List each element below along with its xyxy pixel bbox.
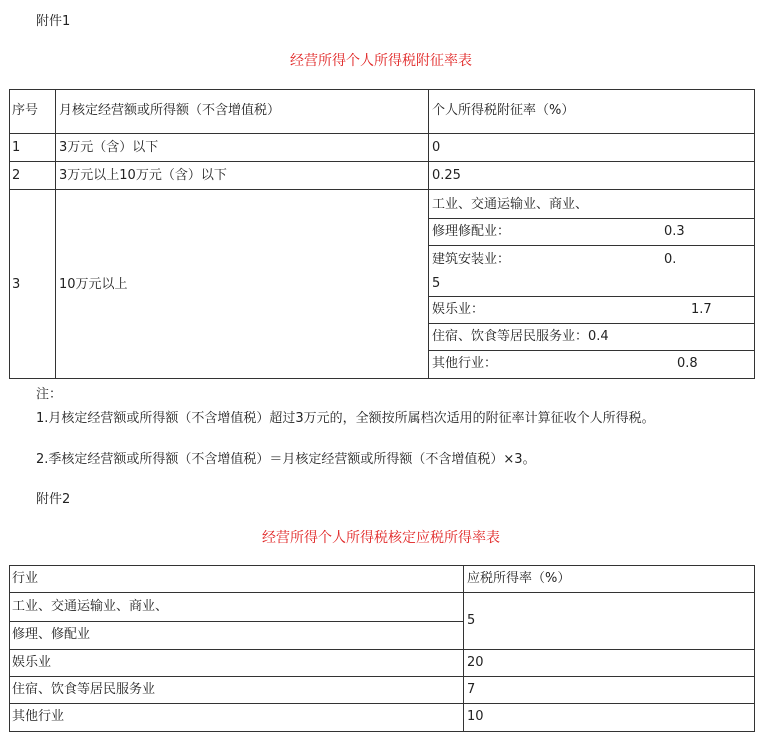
header-seq: 序号 (12, 103, 39, 118)
note-1: 1.月核定经营额或所得额（不含增值税）超过3万元的，全额按所属档次适用的附征率计算征收个人所得税。 (36, 411, 655, 426)
attachment2-title: 经营所得个人所得税核定应税所得率表 (262, 530, 500, 546)
row3-rate-entertainment-value: 1.7 (691, 302, 712, 317)
t2-row5-rate: 10 (467, 709, 484, 724)
t2-row5-industry: 其他行业 (12, 709, 65, 724)
row3-rate-repair-value: 0.3 (664, 224, 685, 239)
t2-row1-rate: 5 (467, 613, 476, 628)
attachment2-label: 附件2 (36, 492, 71, 507)
row3-rate-repair-label: 修理修配业： (432, 224, 511, 239)
row2-no: 2 (12, 168, 21, 183)
row1-no: 1 (12, 140, 21, 155)
row3-rate-other-value: 0.8 (677, 356, 698, 371)
row1-rate: 0 (432, 140, 441, 155)
attachment1-label: 附件1 (36, 14, 71, 29)
row3-rate-construction-value-cont: 5 (432, 276, 441, 291)
t2-row4-rate: 7 (467, 682, 476, 697)
row3-range: 10万元以上 (59, 277, 128, 292)
row3-rate-industry-1: 工业、交通运输业、商业、 (432, 197, 589, 212)
t2-row4-industry: 住宿、饮食等居民服务业 (12, 682, 156, 697)
header-rate: 个人所得税附征率（%） (432, 103, 575, 118)
row2-range: 3万元以上10万元（含）以下 (59, 168, 227, 183)
attachment1-title: 经营所得个人所得税附征率表 (290, 53, 472, 69)
row3-rate-accommodation: 住宿、饮食等居民服务业：0.4 (432, 329, 609, 344)
t2-row1-industry: 工业、交通运输业、商业、 (12, 599, 169, 614)
note-2: 2.季核定经营额或所得额（不含增值税）＝月核定经营额或所得额（不含增值税）×3。 (36, 452, 536, 467)
t2-row3-rate: 20 (467, 655, 484, 670)
row1-range: 3万元（含）以下 (59, 140, 159, 155)
t2-row2-industry: 修理、修配业 (12, 627, 91, 642)
row2-rate: 0.25 (432, 168, 461, 183)
row3-rate-construction-label: 建筑安装业： (432, 252, 511, 267)
t2-header-industry: 行业 (12, 571, 39, 586)
row3-no: 3 (12, 277, 21, 292)
notes-label: 注： (36, 387, 63, 402)
row3-rate-construction-value: 0. (664, 252, 677, 267)
header-monthly-amount: 月核定经营额或所得额（不含增值税） (59, 103, 281, 118)
t2-row3-industry: 娱乐业 (12, 655, 52, 670)
row3-rate-other-label: 其他行业： (432, 356, 498, 371)
row3-rate-entertainment-label: 娱乐业： (432, 302, 485, 317)
t2-header-rate: 应税所得率（%） (467, 571, 571, 586)
